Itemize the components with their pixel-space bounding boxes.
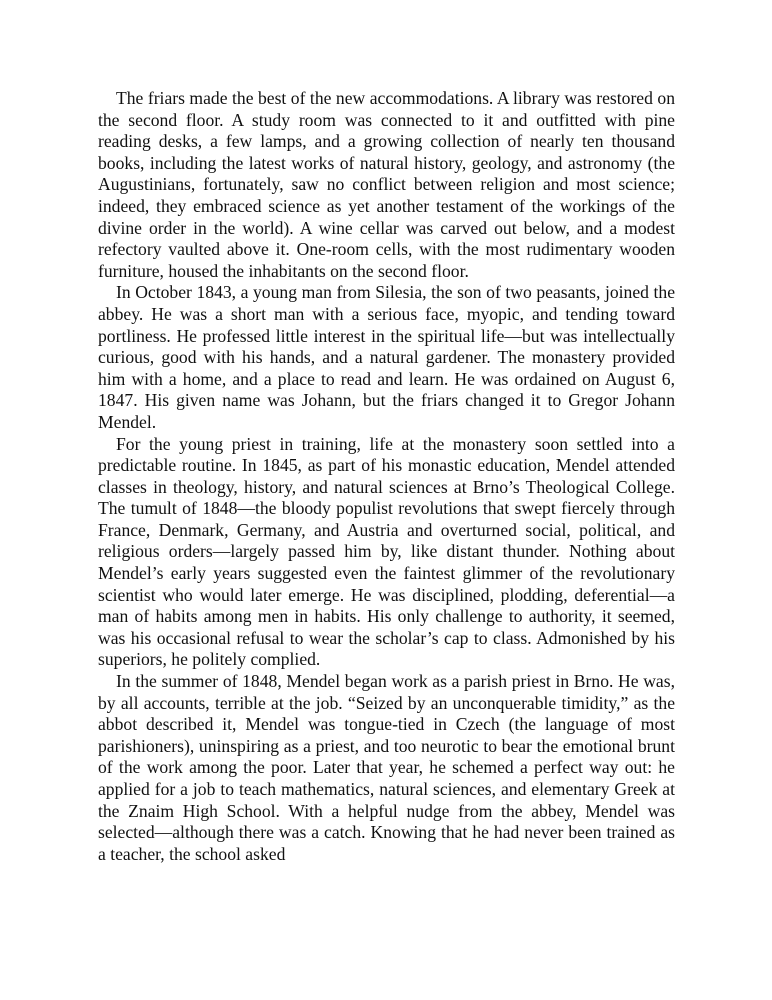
paragraph-parish-priest: In the summer of 1848, Mendel began work as a parish priest in Brno. He was, by all accounts, terrible at the job. “Seized by an unconquerable timidity,” as the abbot described it, Mendel was tongue-tied in Czech (the language of most parishioners), uninspiring as a priest, and too neurotic to bear the emotional brunt of the work among the poor. Later that year, he schemed a perfect way out: he applied for a job to teach mathematics, natural sciences, and elementary Greek at the Znaim High School. With a helpful nudge from the abbey, Mendel was selected—although there was a catch. Knowing that he had never been trained as a teacher, the school asked bbox=[98, 671, 675, 864]
paragraph-library: The friars made the best of the new accommodations. A library was restored on the second floor. A study room was connected to it and outfitted with pine reading desks, a few lamps, and a growing collection of nearly ten thousand books, including the latest works of natural history, geology, and astronomy (the Augustinians, fortunately, saw no conflict between religion and most science; indeed, they embraced science as yet another testament of the workings of the divine order in the world). A wine cellar was carved out below, and a modest refectory vaulted above it. One-room cells, with the most rudimentary wooden furniture, housed the inhabitants on the second floor. bbox=[98, 88, 675, 281]
document-page bbox=[98, 88, 675, 865]
paragraph-monastery-routine: For the young priest in training, life at the monastery soon settled into a predictable routine. In 1845, as part of his monastic education, Mendel attended classes in theology, history, and natural sciences at Brno’s Theological College. The tumult of 1848—the bloody populist revolutions that swept fiercely through France, Denmark, Germany, and Austria and overturned social, political, and religious orders—largely passed him by, like distant thunder. Nothing about Mendel’s early years suggested even the faintest glimmer of the revolutionary scientist who would later emerge. He was disciplined, plodding, deferential—a man of habits among men in habits. His only challenge to authority, it seemed, was his occasional refusal to wear the scholar’s cap to class. Admonished by his superiors, he politely complied. bbox=[98, 433, 675, 670]
paragraph-mendel-arrival: In October 1843, a young man from Silesia, the son of two peasants, joined the abbey. He was a short man with a serious face, myopic, and tending toward portliness. He professed little interest in the spiritual life—but was intellectually curious, good with his hands, and a natural gardener. The monastery provided him with a home, and a place to read and learn. He was ordained on August 6, 1847. His given name was Johann, but the friars changed it to Gregor Johann Mendel. bbox=[98, 282, 675, 432]
